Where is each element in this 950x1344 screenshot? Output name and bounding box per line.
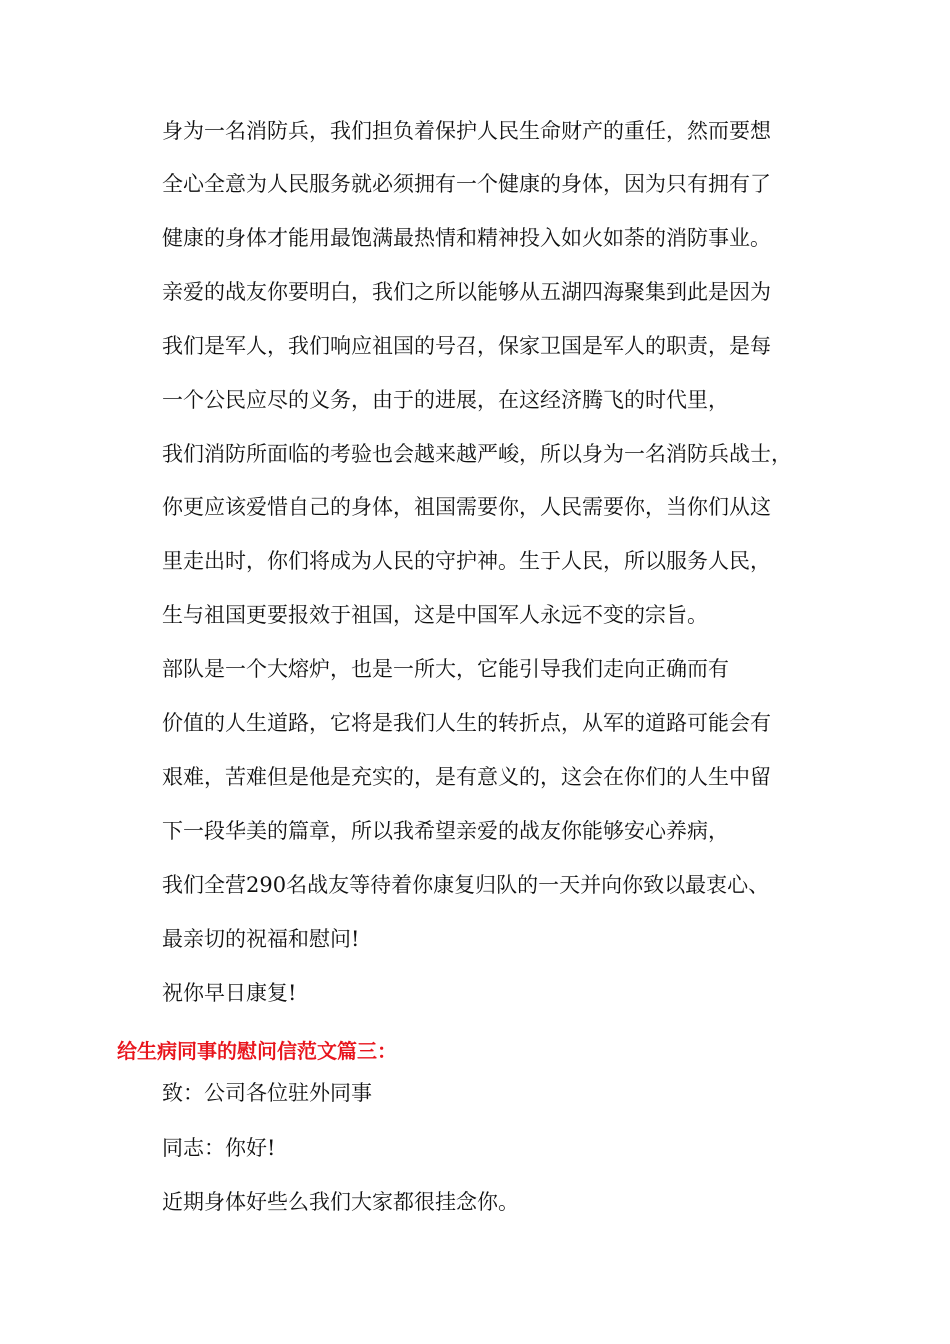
paragraph-line: 下一段华美的篇章，所以我希望亲爱的战友你能够安心养病，: [162, 819, 729, 843]
paragraph-line: 全心全意为人民服务就必须拥有一个健康的身体，因为只有拥有了: [162, 172, 771, 196]
paragraph-line: 我们全营290名战友等待着你康复归队的一天并向你致以最衷心、: [162, 873, 770, 897]
paragraph-line: 健康的身体才能用最饱满最热情和精神投入如火如荼的消防事业。: [162, 226, 771, 250]
paragraph-line: 你更应该爱惜自己的身体，祖国需要你，人民需要你，当你们从这: [162, 495, 771, 519]
paragraph-line: 价值的人生道路，它将是我们人生的转折点，从军的道路可能会有: [162, 711, 771, 735]
paragraph-line: 我们是军人，我们响应祖国的号召，保家卫国是军人的职责，是每: [162, 334, 771, 358]
paragraph-line: 最亲切的祝福和慰问!: [162, 927, 360, 951]
paragraph-line: 我们消防所面临的考验也会越来越严峻，所以身为一名消防兵战士，: [162, 442, 792, 466]
paragraph-line: 亲爱的战友你要明白，我们之所以能够从五湖四海聚集到此是因为: [162, 280, 771, 304]
paragraph-line: 里走出时，你们将成为人民的守护神。生于人民，所以服务人民，: [162, 549, 771, 573]
closing-wish: 祝你早日康复!: [162, 981, 297, 1005]
letter-salutation: 致：公司各位驻外同事: [162, 1081, 372, 1105]
paragraph-line: 部队是一个大熔炉，也是一所大，它能引导我们走向正确而有: [162, 657, 729, 681]
paragraph-line: 一个公民应尽的义务，由于的进展，在这经济腾飞的时代里，: [162, 388, 729, 412]
letter-body-line: 近期身体好些么我们大家都很挂念你。: [162, 1190, 519, 1214]
paragraph-line: 生与祖国更要报效于祖国，这是中国军人永远不变的宗旨。: [162, 603, 708, 627]
section-heading: 给生病同事的慰问信范文篇三：: [117, 1039, 397, 1063]
paragraph-line: 身为一名消防兵，我们担负着保护人民生命财产的重任，然而要想: [162, 119, 771, 143]
letter-greeting: 同志：你好!: [162, 1136, 276, 1160]
paragraph-line: 艰难，苦难但是他是充实的，是有意义的，这会在你们的人生中留: [162, 765, 771, 789]
